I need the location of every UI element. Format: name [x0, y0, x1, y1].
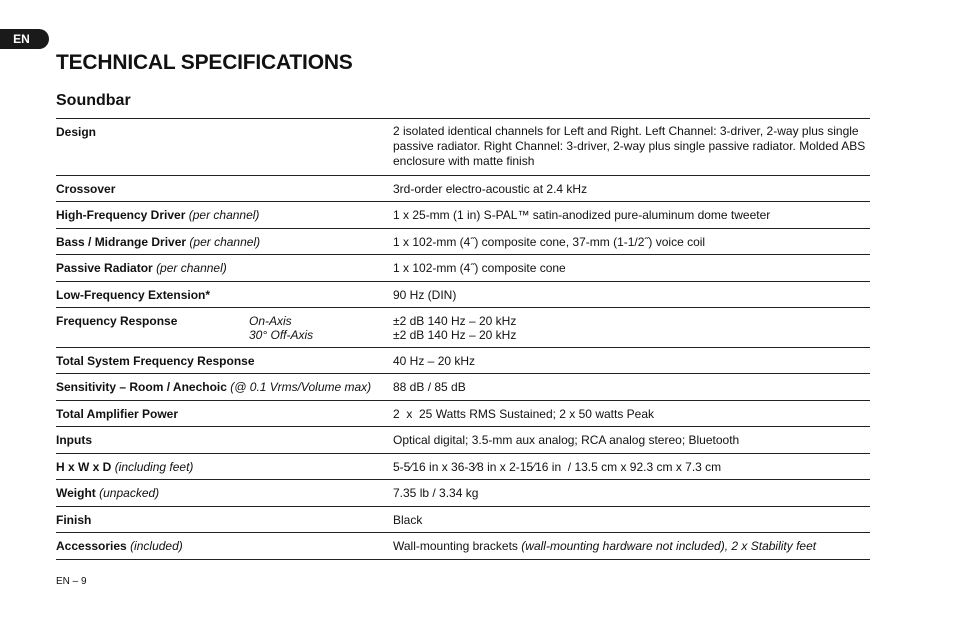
spec-row-hf-driver — [56, 202, 870, 229]
spec-row-total-system-response — [56, 348, 870, 374]
spec-label: Frequency Response — [56, 314, 178, 328]
spec-label: Accessories — [56, 539, 127, 553]
spec-value: 90 Hz (DIN) — [393, 288, 457, 302]
spec-value: Black — [393, 513, 423, 527]
spec-row-passive-radiator — [56, 255, 870, 282]
spec-note: (including feet) — [114, 460, 194, 474]
spec-row-design — [56, 119, 870, 176]
spec-sublabel: On-Axis — [249, 314, 292, 328]
spec-value-note: (wall-mounting hardware not included), 2 x Stability feet — [521, 539, 817, 553]
spec-row-finish — [56, 507, 870, 533]
spec-label: Low-Frequency Extension* — [56, 288, 211, 302]
spec-row-sensitivity — [56, 374, 870, 401]
language-tab: EN — [0, 29, 49, 49]
spec-table — [56, 118, 870, 560]
spec-label: Bass / Midrange Driver — [56, 235, 187, 249]
spec-value: 40 Hz – 20 kHz — [393, 354, 476, 368]
spec-value: 5-5⁄16 in x 36-3⁄8 in x 2-15⁄16 in / 13.5 cm x 92.3 cm x 7.3 cm — [393, 460, 722, 474]
spec-value: 2 x 25 Watts RMS Sustained; 2 x 50 watts Peak — [393, 407, 655, 421]
spec-note: (per channel) — [188, 208, 260, 222]
spec-value: 1 x 25-mm (1 in) S-PAL™ satin-anodized pure-aluminum dome tweeter — [393, 208, 771, 222]
spec-label: Finish — [56, 513, 92, 527]
spec-value: 1 x 102-mm (4˝) composite cone, 37-mm (1-1/2˝) voice coil — [393, 235, 706, 249]
spec-label: Design — [56, 125, 97, 139]
spec-row-accessories — [56, 533, 870, 560]
spec-value: 3rd-order electro-acoustic at 2.4 kHz — [393, 182, 588, 196]
spec-row-dimensions — [56, 454, 870, 480]
section-title: Soundbar — [56, 92, 131, 109]
spec-note: (per channel) — [189, 235, 261, 249]
spec-label: Crossover — [56, 182, 116, 196]
spec-row-bass-driver — [56, 229, 870, 255]
spec-value: Wall-mounting brackets — [393, 539, 518, 553]
spec-label: Total System Frequency Response — [56, 354, 255, 368]
spec-row-lf-extension — [56, 282, 870, 308]
spec-note: (included) — [130, 539, 183, 553]
spec-label: Weight — [56, 486, 96, 500]
spec-value: ±2 dB 140 Hz – 20 kHz — [393, 314, 517, 328]
spec-value: 7.35 lb / 3.34 kg — [393, 486, 479, 500]
spec-value: 1 x 102-mm (4˝) composite cone — [393, 261, 566, 275]
spec-row-crossover — [56, 176, 870, 202]
spec-label: Inputs — [56, 433, 92, 447]
spec-label: H x W x D — [56, 460, 112, 474]
spec-row-weight — [56, 480, 870, 507]
spec-label: High-Frequency Driver — [56, 208, 186, 222]
spec-note: (@ 0.1 Vrms/Volume max) — [230, 380, 372, 394]
spec-value: Optical digital; 3.5-mm aux analog; RCA analog stereo; Bluetooth — [393, 433, 740, 447]
spec-label: Passive Radiator — [56, 261, 153, 275]
spec-row-amplifier-power — [56, 401, 870, 427]
spec-note: (per channel) — [156, 261, 227, 275]
spec-value: 2 isolated identical channels for Left and Right. Left Channel: 3-driver, 2-way plus single passive radiator. Right Channel: 3-driver, 2-way plus single passive radiator. Molded ABS enclosure with matte finish — [393, 124, 866, 168]
spec-value: ±2 dB 140 Hz – 20 kHz — [393, 328, 517, 342]
spec-label: Total Amplifier Power — [56, 407, 179, 421]
spec-sublabel: 30° Off-Axis — [249, 328, 314, 342]
spec-value: 88 dB / 85 dB — [393, 380, 466, 394]
spec-label: Sensitivity – Room / Anechoic — [56, 380, 227, 394]
page-title: TECHNICAL SPECIFICATIONS — [56, 51, 353, 74]
spec-row-inputs — [56, 427, 870, 454]
spec-row-frequency-response — [56, 308, 870, 348]
spec-note: (unpacked) — [99, 486, 160, 500]
page-number: EN – 9 — [56, 576, 87, 587]
